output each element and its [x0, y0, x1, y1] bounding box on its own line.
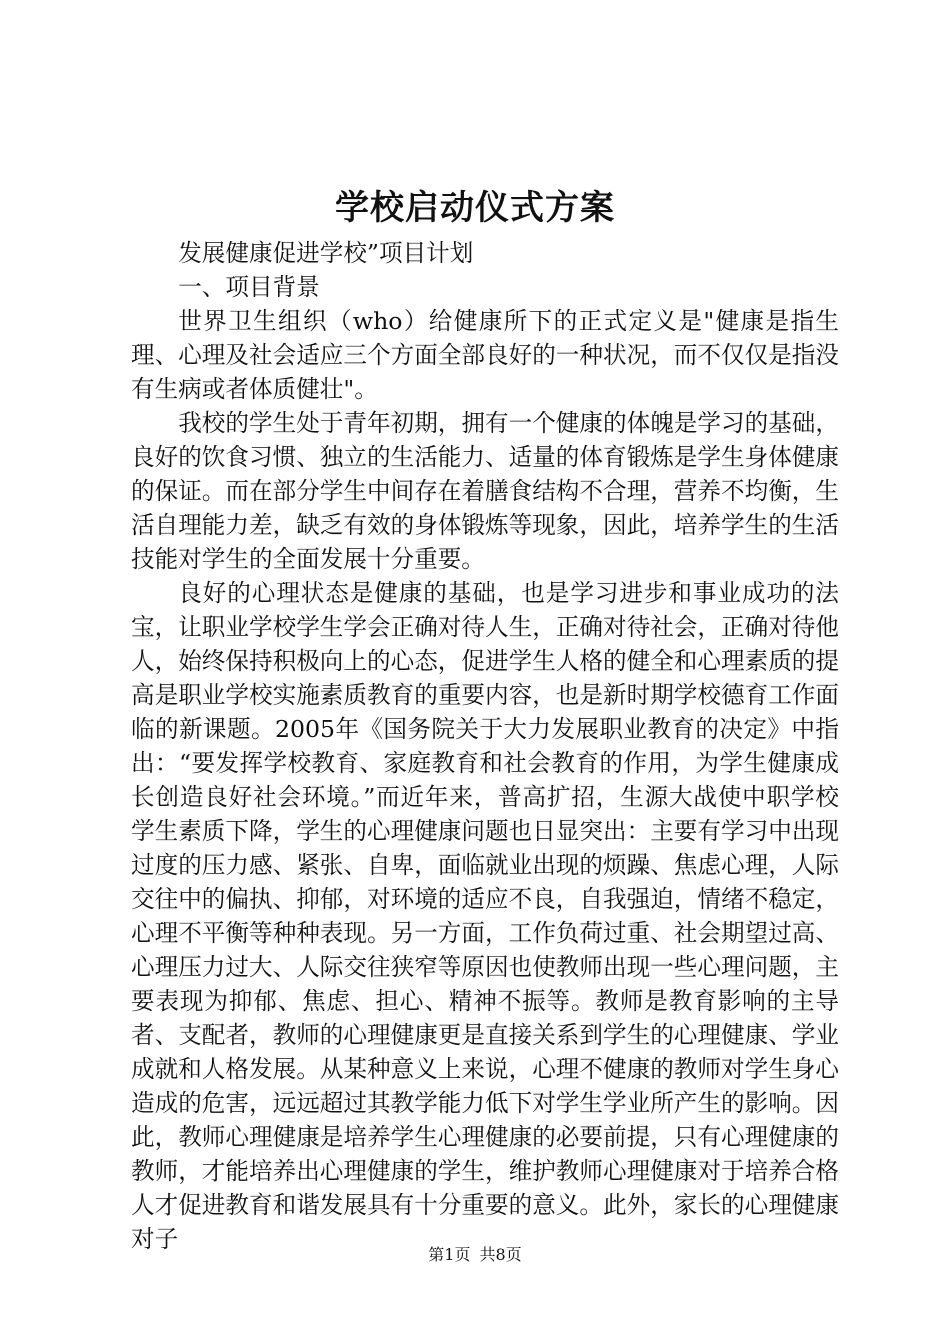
page-total: 共8页 — [479, 1245, 522, 1264]
paragraph-student-health: 我校的学生处于青年初期，拥有一个健康的体魄是学习的基础，良好的饮食习惯、独立的生活能力、适量的体育锻炼是学生身体健康的保证。而在部分学生中间存在着膳食结构不合理，营养不均衡，生活自理能力差，缺乏有效的身体锻炼等现象，因此，培养学生的生活技能对学生的全面发展十分重要。 — [131, 409, 839, 573]
page-number: 第1页 — [428, 1245, 471, 1264]
document-title: 学校启动仪式方案 — [335, 188, 615, 228]
paragraph-section-heading: 一、项目背景 — [178, 273, 320, 301]
page-footer — [0, 1244, 950, 1266]
paragraph-project-heading: 发展健康促进学校”项目计划 — [178, 239, 474, 267]
document-body — [131, 236, 839, 1256]
paragraph-who-definition: 世界卫生组织（who）给健康所下的正式定义是"健康是指生理、心理及社会适应三个方面全部良好的一种状况，而不仅仅是指没有生病或者体质健壮"。 — [131, 307, 839, 403]
paragraph-mental-health: 良好的心理状态是健康的基础，也是学习进步和事业成功的法宝，让职业学校学生学会正确对待人生，正确对待社会，正确对待他人，始终保持积极向上的心态，促进学生人格的健全和心理素质的提高是职业学校实施素质教育的重要内容，也是新时期学校德育工作面临的新课题。2005年《国务院关于大力发展职业教育的决定》中指出：“要发挥学校教育、家庭教育和社会教育的作用，为学生健康成长创造良好社会环境。”而近年来，普高扩招，生源大战使中职学校学生素质下降，学生的心理健康问题也日显突出：主要有学习中出现过度的压力感、紧张、自卑，面临就业出现的烦躁、焦虑心理，人际交往中的偏执、抑郁，对环境的适应不良，自我强迫，情绪不稳定，心理不平衡等种种表现。另一方面，工作负荷过重、社会期望过高、心理压力过大、人际交往狭窄等原因也使教师出现一些心理问题，主要表现为抑郁、焦虑、担心、精神不振等。教师是教育影响的主导者、支配者，教师的心理健康更是直接关系到学生的心理健康、学业成就和人格发展。从某种意义上来说，心理不健康的教师对学生身心造成的危害，远远超过其教学能力低下对学生学业所产生的影响。因此，教师心理健康是培养学生心理健康的必要前提，只有心理健康的教师，才能培养出心理健康的学生，维护教师心理健康对于培养合格人才促进教育和谐发展具有十分重要的意义。此外，家长的心理健康对子 — [131, 579, 839, 1253]
